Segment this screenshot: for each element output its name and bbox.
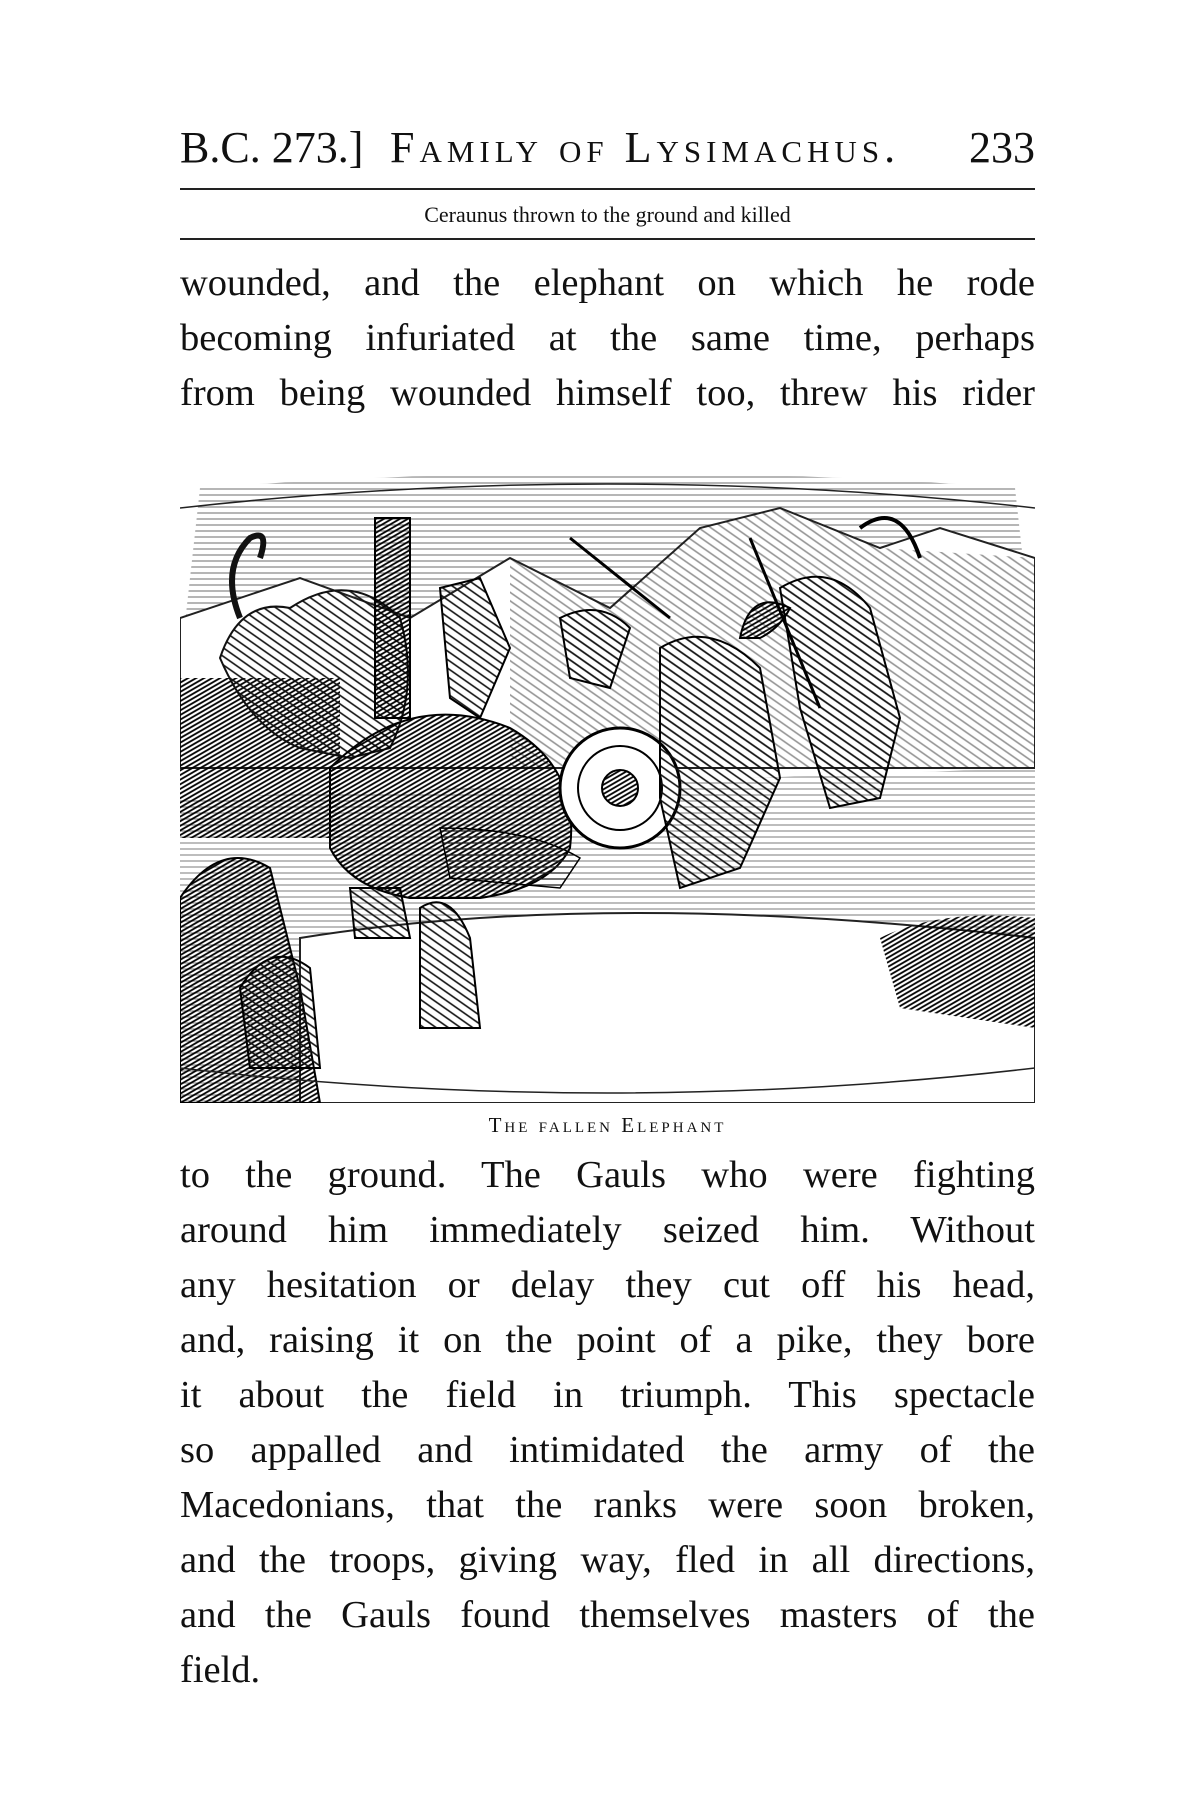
page-number: 233: [969, 123, 1035, 172]
text-line: becoming infuriated at the same time, perhaps: [180, 317, 1035, 359]
text-line: around him immediately seized him. Without: [180, 1209, 1035, 1251]
paragraph-top: [180, 256, 1035, 421]
header-rule-bottom: [180, 238, 1035, 240]
text-line: Macedonians, that the ranks were soon broken,: [180, 1484, 1035, 1526]
header-date: B.C. 273.]: [180, 123, 364, 172]
text-line: so appalled and intimidated the army of the: [180, 1429, 1035, 1471]
text-line: field.: [180, 1649, 261, 1691]
page-header: [180, 118, 1035, 178]
illustration-caption: The fallen Elephant: [488, 1113, 727, 1137]
text-line: and the Gauls found themselves masters of the: [180, 1594, 1035, 1636]
text-line: it about the field in triumph. This spectacle: [180, 1374, 1035, 1416]
text-line: and the troops, giving way, fled in all directions,: [180, 1539, 1035, 1581]
text-line: from being wounded himself too, threw his rider: [180, 372, 1035, 414]
text-line: wounded, and the elephant on which he rode: [180, 262, 1035, 304]
header-rule-top: [180, 188, 1035, 190]
header-title: Family of Lysimachus.: [390, 123, 901, 172]
fallen-elephant-engraving: [180, 468, 1035, 1103]
text-line: and, raising it on the point of a pike, they bore: [180, 1319, 1035, 1361]
text-line: any hesitation or delay they cut off his head,: [180, 1264, 1035, 1306]
paragraph-bottom: [180, 1148, 1035, 1698]
running-head: Ceraunus thrown to the ground and killed: [424, 202, 791, 227]
text-line: to the ground. The Gauls who were fighting: [180, 1154, 1035, 1196]
